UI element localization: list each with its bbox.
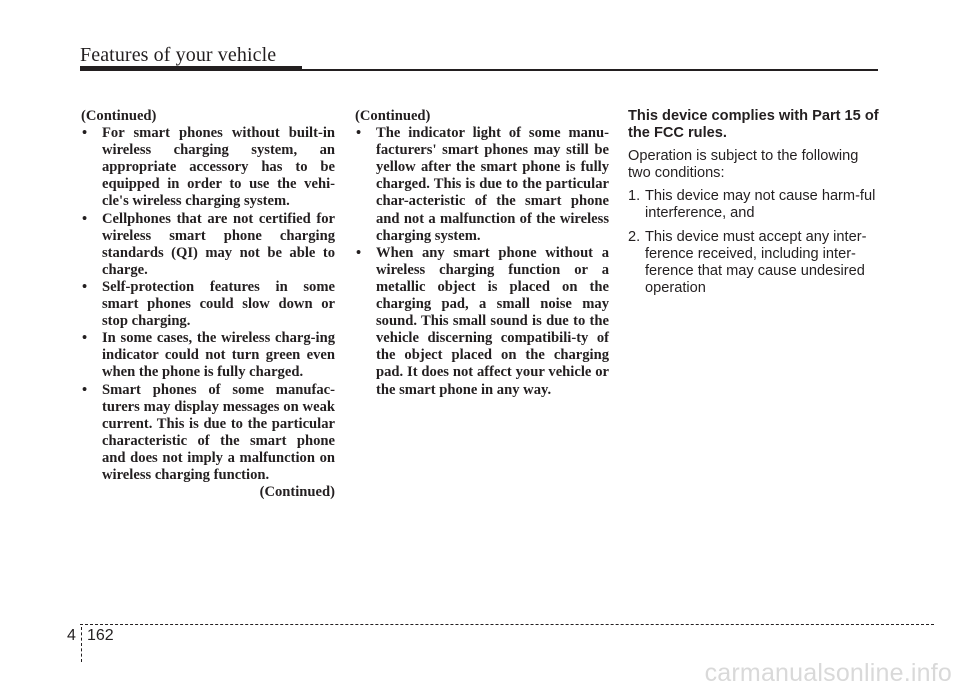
- bullet-icon: •: [82, 330, 88, 347]
- column-3: [628, 108, 882, 303]
- list-item: [81, 279, 335, 330]
- fcc-heading: This device complies with Part 15 of the FCC rules.: [628, 108, 879, 142]
- list-item: [81, 125, 335, 210]
- column-1: [81, 108, 335, 501]
- list-item: [628, 229, 882, 297]
- header-rule-accent: [80, 66, 302, 71]
- page-number: 162: [87, 627, 114, 644]
- list-item: [81, 382, 335, 485]
- list-item-text: When any smart phone without a wireless charging function or a metallic object is placed on the charging pad, a small noise may sound. This small sound is due to the vehicle discerning compatibili-ty of the object placed on the charging pad. It does not affect your vehicle or the smart phone in any way.: [376, 244, 609, 398]
- conditions-list: [628, 188, 882, 297]
- list-item-text: Cellphones that are not certified for wireless smart phone charging standards (QI) may not be able to charge.: [102, 210, 335, 278]
- watermark: carmanualsonline.info: [704, 659, 952, 687]
- chapter-number: 4: [67, 627, 76, 644]
- list-item-text: Self-protection features in some smart phones could slow down or stop charging.: [102, 278, 335, 330]
- footer-rule: [80, 624, 934, 625]
- list-item: [355, 245, 609, 399]
- bullet-icon: •: [356, 125, 362, 142]
- bullet-icon: •: [356, 244, 362, 261]
- list-item-text: Smart phones of some manufac-turers may display messages on weak current. This is due to the particular characteristic of the smart phone and does not imply a malfunction on wireless charging function.: [102, 381, 335, 483]
- list-item: [81, 211, 335, 279]
- bullet-icon: •: [82, 278, 88, 295]
- list-item-text: This device may not cause harm-ful interference, and: [645, 188, 876, 222]
- list-number: 2.: [628, 228, 641, 245]
- bullet-icon: •: [82, 381, 88, 398]
- continued-label: (Continued): [259, 484, 335, 501]
- page-title: Features of your vehicle: [80, 44, 277, 66]
- list-item-text: This device must accept any inter-ference received, including inter-ference that may cause undesired operation: [645, 228, 867, 296]
- list-item: [628, 188, 882, 222]
- list-item-text: For smart phones without built-in wireless charging system, an appropriate accessory has to be equipped in order to use the vehi-cle's wireless charging system.: [102, 125, 335, 210]
- list-item-text: In some cases, the wireless charg-ing indicator could not turn green even when the phone is fully charged.: [102, 330, 335, 381]
- list-number: 1.: [628, 188, 641, 205]
- bullet-icon: •: [82, 125, 88, 142]
- footer-divider: [81, 627, 82, 662]
- bullet-icon: •: [82, 210, 88, 227]
- bullet-list: [355, 125, 609, 399]
- continued-label: (Continued): [355, 108, 431, 124]
- list-item: [81, 330, 335, 381]
- continued-label: (Continued): [81, 108, 157, 124]
- fcc-intro: Operation is subject to the following two conditions:: [628, 148, 859, 182]
- column-2: [355, 108, 609, 399]
- bullet-list: [81, 125, 335, 484]
- list-item: [355, 125, 609, 245]
- list-item-text: The indicator light of some manu-facturers' smart phones may still be yellow after the smart phone is fully charged. This is due to the particular char-acteristic of the smart phone and not a malfunction of the wireless charging system.: [376, 125, 609, 244]
